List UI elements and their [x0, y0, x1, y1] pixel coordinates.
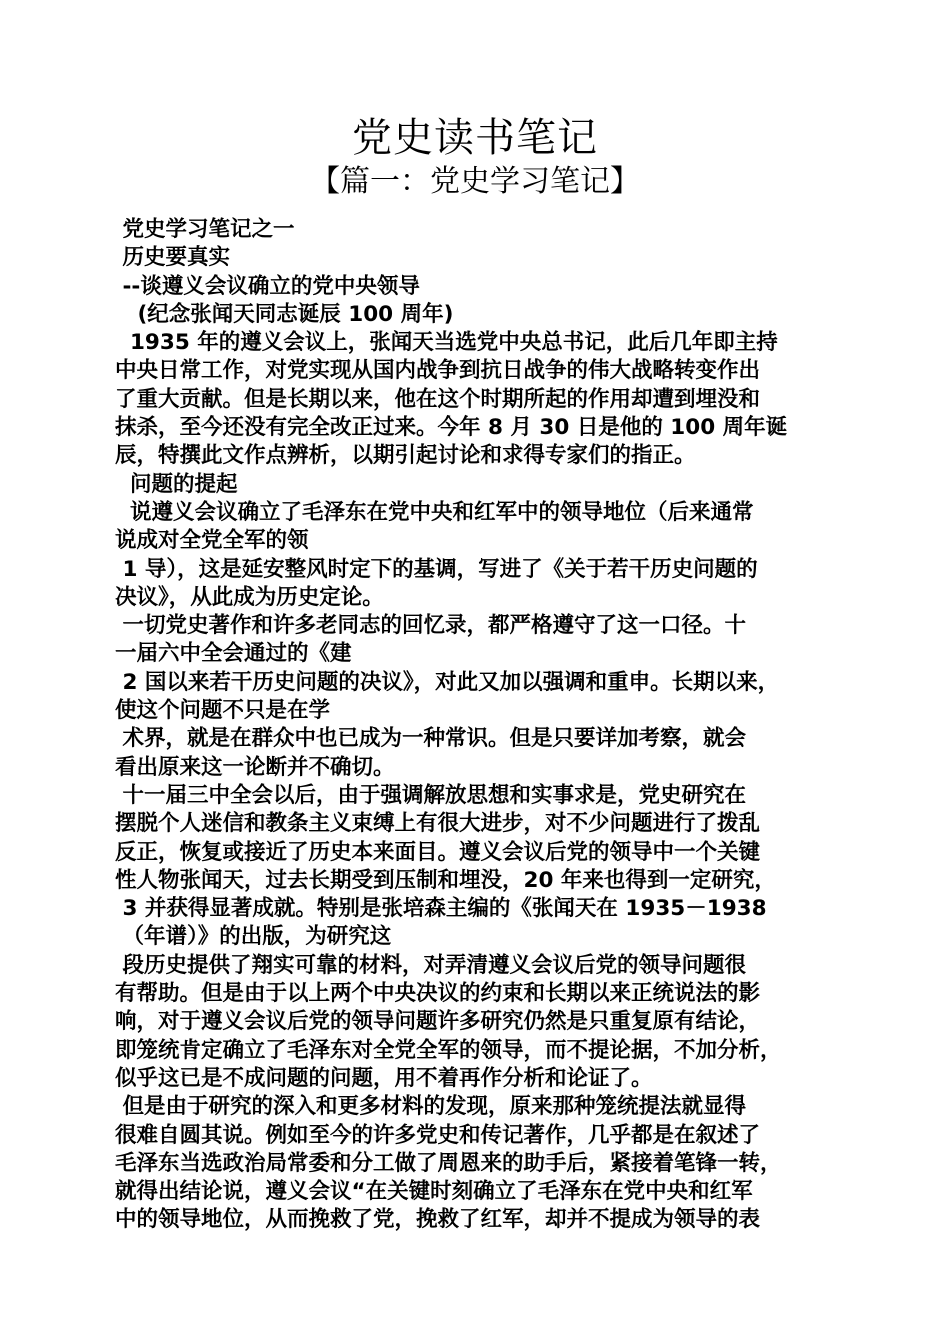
body-line: (纪念张闻天同志诞辰 100 周年)	[115, 301, 454, 327]
body-line: 使这个问题不只是在学	[115, 698, 331, 724]
body-line: 1935 年的遵义会议上，张闻天当选党中央总书记，此后几年即主持	[115, 330, 778, 356]
body-line: 党史学习笔记之一	[115, 217, 295, 242]
body-line: 辰，特撰此文作点辨析，以期引起讨论和求得专家们的指正。	[115, 443, 696, 469]
body-line: 即笼统肯定确立了毛泽东对全党全军的领导，而不提论据，不加分析，	[115, 1037, 782, 1063]
document-subtitle: 【篇一：党史学习笔记】	[310, 164, 640, 199]
body-line: （年谱）》的出版，为研究这	[115, 924, 392, 950]
body-line: 毛泽东当选政治局常委和分工做了周恩来的助手后，紧接着笔锋一转，	[115, 1150, 782, 1176]
body-line: 决议》，从此成为历史定论。	[115, 584, 384, 610]
body-line: 中的领导地位，从而挽救了党，挽救了红军，却并不提成为领导的表	[115, 1207, 761, 1233]
body-line: 但是由于研究的深入和更多材料的发现，原来那种笼统提法就显得	[115, 1094, 746, 1120]
body-line: 响，对于遵义会议后党的领导问题许多研究仍然是只重复原有结论，	[115, 1009, 761, 1035]
body-line: --谈遵义会议确立的党中央领导	[115, 273, 420, 299]
body-line: 一届六中全会通过的《建	[115, 641, 352, 667]
body-line: 说遵义会议确立了毛泽东在党中央和红军中的领导地位（后来通常	[115, 499, 754, 525]
body-line: 3 并获得显著成就。特别是张培森主编的《张闻天在 1935－1938	[115, 896, 767, 922]
body-line: 似乎这已是不成问题的问题，用不着再作分析和论证了。	[115, 1065, 653, 1091]
body-line: 很难自圆其说。例如至今的许多党史和传记著作，几乎都是在叙述了	[115, 1122, 761, 1148]
body-line: 1 导），这是延安整风时定下的基调，写进了《关于若干历史问题的	[115, 556, 758, 582]
body-line: 就得出结论说，遵义会议“在关键时刻确立了毛泽东在党中央和红军	[115, 1179, 753, 1205]
body-line: 说成对全党全军的领	[115, 528, 309, 554]
document-title: 党史读书笔记	[352, 115, 598, 161]
body-line: 性人物张闻天，过去长期受到压制和埋没，20 年来也得到一定研究，	[115, 867, 776, 893]
body-line: 术界，就是在群众中也已成为一种常识。但是只要详加考察，就会	[115, 726, 746, 752]
body-line: 摆脱个人迷信和教条主义束缚上有很大进步，对不少问题进行了拨乱	[115, 811, 761, 837]
body-line: 了重大贡献。但是长期以来，他在这个时期所起的作用却遭到埋没和	[115, 386, 761, 412]
body-line: 段历史提供了翔实可靠的材料，对弄清遵义会议后党的领导问题很	[115, 952, 746, 978]
body-line: 问题的提起	[115, 471, 238, 497]
body-line: 历史要真实	[115, 245, 230, 271]
body-line: 十一届三中全会以后，由于强调解放思想和实事求是，党史研究在	[115, 782, 746, 808]
body-line: 中央日常工作，对党实现从国内战争到抗日战争的伟大战略转变作出	[115, 358, 761, 384]
body-line: 2 国以来若干历史问题的决议》，对此又加以强调和重申。长期以来，	[115, 669, 780, 695]
body-line: 一切党史著作和许多老同志的回忆录，都严格遵守了这一口径。十	[115, 613, 746, 639]
body-line: 反正，恢复或接近了历史本来面目。遵义会议后党的领导中一个关键	[115, 839, 761, 865]
document-body	[115, 216, 845, 1235]
body-line: 有帮助。但是由于以上两个中央决议的约束和长期以来正统说法的影	[115, 981, 761, 1007]
body-line: 抹杀，至今还没有完全改正过来。今年 8 月 30 日是他的 100 周年诞	[115, 415, 788, 441]
body-line: 看出原来这一论断并不确切。	[115, 754, 395, 780]
